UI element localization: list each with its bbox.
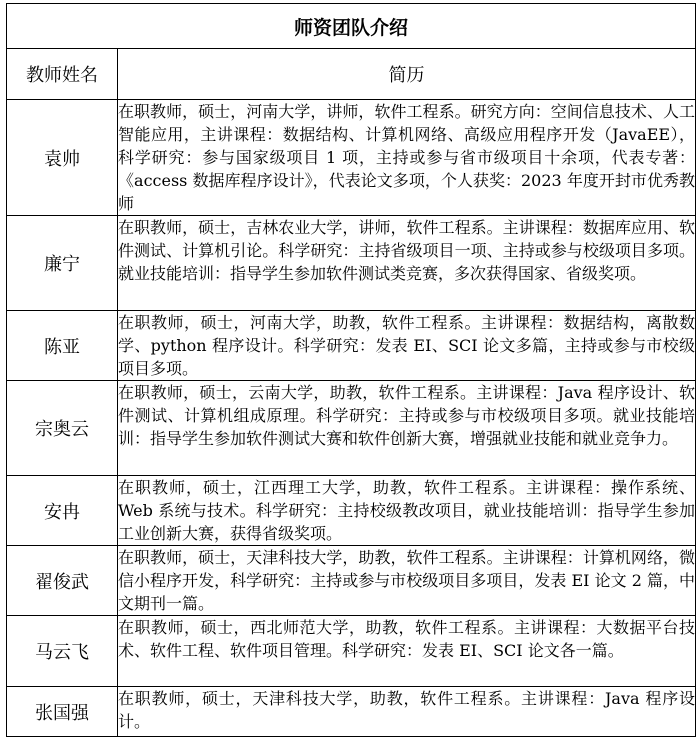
teacher-bio: 在职教师，硕士，江西理工大学，助教，软件工程系。主讲课程：操作系统、Web 系统与技术。科学研究：主持校级教改项目，就业技能培训：指导学生参加工业创新大赛，获得省级奖项。 bbox=[118, 476, 696, 546]
teacher-name: 陈亚 bbox=[7, 311, 118, 381]
header-bio: 简历 bbox=[118, 49, 696, 100]
faculty-table bbox=[6, 3, 696, 737]
teacher-bio: 在职教师，硕士，天津科技大学，助教，软件工程系。主讲课程：计算机网络，微信小程序开发，科学研究：主持或参与市校级项目多项目，发表 EI 论文 2 篇，中文期刊一篇。 bbox=[118, 546, 696, 616]
teacher-name: 廉宁 bbox=[7, 216, 118, 311]
teacher-name: 马云飞 bbox=[7, 616, 118, 687]
header-row bbox=[7, 49, 696, 100]
teacher-name: 翟俊武 bbox=[7, 546, 118, 616]
teacher-bio: 在职教师，硕士，天津科技大学，助教，软件工程系。主讲课程：Java 程序设计。 bbox=[118, 687, 696, 737]
table-row bbox=[7, 311, 696, 381]
teacher-bio: 在职教师，硕士，云南大学，助教，软件工程系。主讲课程：Java 程序设计、软件测试、计算机组成原理。科学研究：主持或参与市校级项目多项。就业技能培训：指导学生参加软件测试大赛和软件创新大赛，增强就业技能和就业竞争力。 bbox=[118, 381, 696, 476]
table-title: 师资团队介绍 bbox=[7, 4, 696, 49]
teacher-name: 宗奥云 bbox=[7, 381, 118, 476]
table-row bbox=[7, 546, 696, 616]
teacher-bio: 在职教师，硕士，西北师范大学，助教，软件工程系。主讲课程：大数据平台技术、软件工程、软件项目管理。科学研究：发表 EI、SCI 论文各一篇。 bbox=[118, 616, 696, 687]
title-row bbox=[7, 4, 696, 49]
table-row bbox=[7, 687, 696, 737]
table-row bbox=[7, 216, 696, 311]
header-name: 教师姓名 bbox=[7, 49, 118, 100]
teacher-name: 袁帅 bbox=[7, 100, 118, 216]
table-row bbox=[7, 476, 696, 546]
teacher-bio: 在职教师，硕士，河南大学，助教，软件工程系。主讲课程：数据结构，离散数学、python 程序设计。科学研究：发表 EI、SCI 论文多篇，主持或参与市校级项目多项。 bbox=[118, 311, 696, 381]
teacher-bio: 在职教师，硕士，河南大学，讲师，软件工程系。研究方向：空间信息技术、人工智能应用，主讲课程：数据结构、计算机网络、高级应用程序开发（JavaEE），科学研究：参与国家级项目 1 项，主持或参与省市级项目十余项，代表专著：《access 数据库程序设计》，代表论文多项，个人获奖：2023 年度开封市优秀教师 bbox=[118, 100, 696, 216]
teacher-bio: 在职教师，硕士，吉林农业大学，讲师，软件工程系。主讲课程：数据库应用、软件测试、计算机引论。科学研究：主持省级项目一项、主持或参与校级项目多项。就业技能培训：指导学生参加软件测试类竞赛，多次获得国家、省级奖项。 bbox=[118, 216, 696, 311]
table-row bbox=[7, 381, 696, 476]
table-row bbox=[7, 616, 696, 687]
table-row bbox=[7, 100, 696, 216]
teacher-name: 张国强 bbox=[7, 687, 118, 737]
teacher-name: 安冉 bbox=[7, 476, 118, 546]
